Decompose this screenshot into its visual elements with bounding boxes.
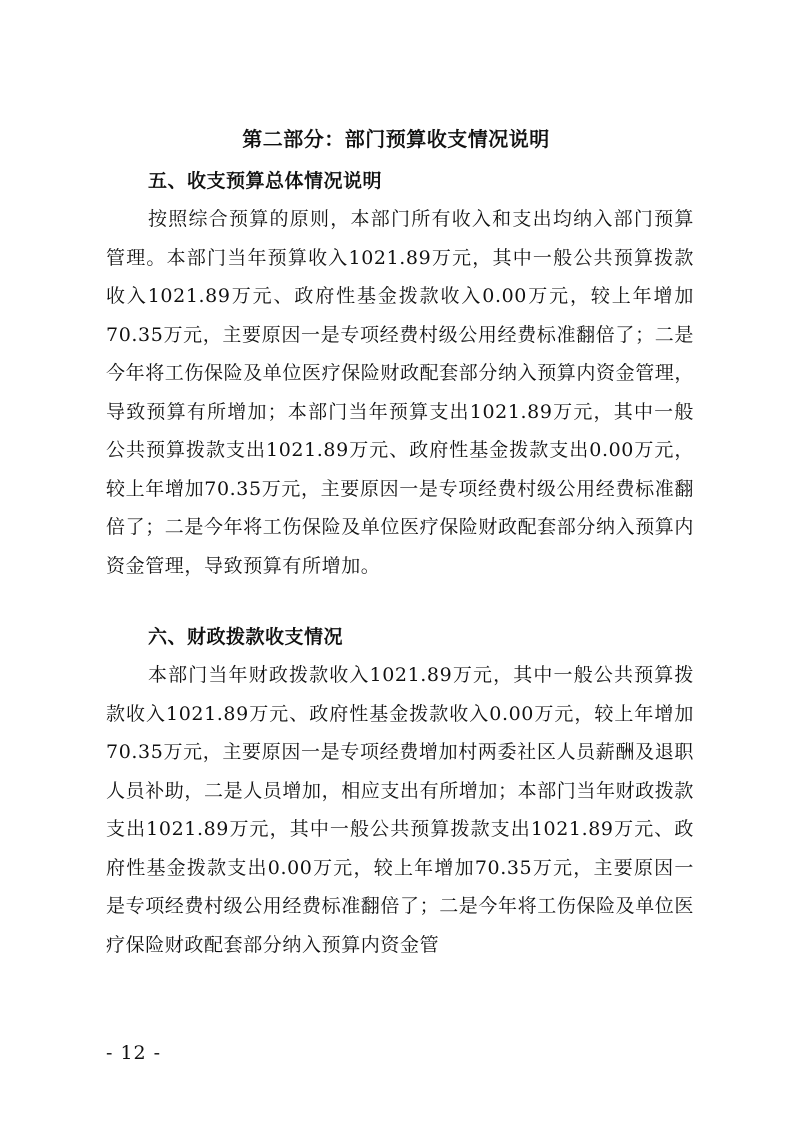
section-heading-6: 六、财政拨款收支情况 [148,626,344,648]
section-paragraph-5: 按照综合预算的原则，本部门所有收入和支出均纳入部门预算管理。本部门当年预算收入1021.89万元，其中一般公共预算拨款收入1021.89万元、政府性基金拨款收入0.00万元，较上年增加70.35万元，主要原因一是专项经费村级公用经费标准翻倍了；二是今年将工伤保险及单位医疗保险财政配套部分纳入预算内资金管理，导致预算有所增加；本部门当年预算支出1021.89万元，其中一般公共预算拨款支出1021.89万元、政府性基金拨款支出0.00万元，较上年增加70.35万元，主要原因一是专项经费村级公用经费标准翻倍了；二是今年将工伤保险及单位医疗保险财政配套部分纳入预算内资金管理，导致预算有所增加。 [106,208,695,577]
section-heading-5: 五、收支预算总体情况说明 [148,170,383,192]
page-title: 第二部分：部门预算收支情况说明 [242,127,550,151]
section-paragraph-6: 本部门当年财政拨款收入1021.89万元，其中一般公共预算拨款收入1021.89万元、政府性基金拨款收入0.00万元，较上年增加70.35万元，主要原因一是专项经费增加村两委社区人员薪酬及退职人员补助，二是人员增加，相应支出有所增加；本部门当年财政拨款支出1021.89万元，其中一般公共预算拨款支出1021.89万元、政府性基金拨款支出0.00万元，较上年增加70.35万元，主要原因一是专项经费村级公用经费标准翻倍了；二是今年将工伤保险及单位医疗保险财政配套部分纳入预算内资金管 [106,664,695,956]
page-number: - 12 - [106,1042,162,1064]
